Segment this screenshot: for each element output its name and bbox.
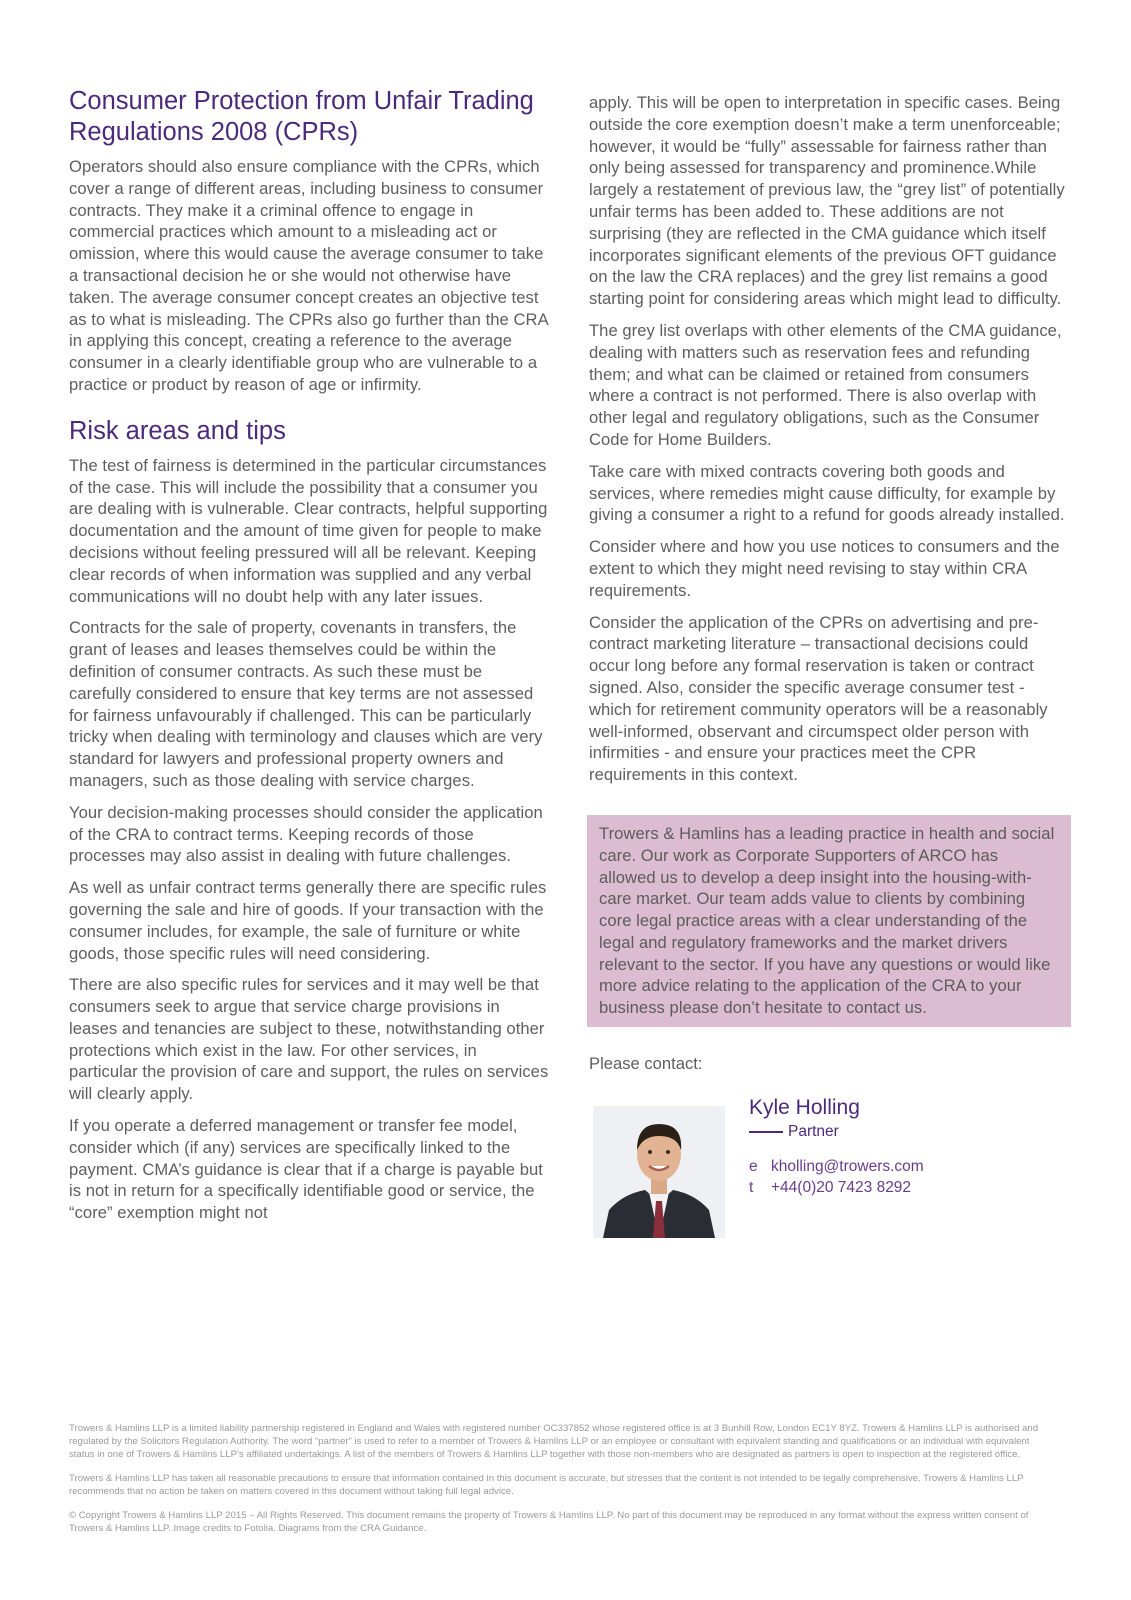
paragraph: Your decision-making processes should consider the application of the CRA to contract terms. Keeping records of those processes may also assist in dealing with future challenges. [69, 802, 543, 866]
right-column [589, 92, 1071, 1242]
paragraph: Consider where and how you use notices to consumers and the extent to which they might need revising to stay within CRA requirements. [589, 537, 1060, 600]
footer-text: Trowers & Hamlins LLP has taken all reasonable precautions to ensure that information contained in this document is accurate, but stresses that the content is not intended to be legally comprehensive. Trowers & Hamlins LLP recommends that no action be taken on matters covered in this document without taking full legal advice. [69, 1473, 1024, 1497]
person-portrait-icon [593, 1106, 725, 1238]
contact-role [749, 1122, 839, 1142]
phone-key: t [749, 1179, 754, 1197]
contact-card [589, 1092, 1071, 1242]
paragraph: If you operate a deferred management or transfer fee model, consider which (if any) services are specifically linked to the payment. CMA’s guidance is clear that if a charge is payable but is not in return for a specifically identifiable good or service, the “core” exemption might not [69, 1116, 543, 1223]
contact-name: Kyle Holling [749, 1096, 860, 1120]
role-dash [749, 1131, 783, 1133]
left-column [69, 86, 549, 1234]
callout-text: Trowers & Hamlins has a leading practice in health and social care. Our work as Corporate Supporters of ARCO has allowed us to develop a deep insight into the housing-with-care market. Our team adds value to clients by combining core legal practice areas with a clear understanding of the legal and regulatory frameworks and the market drivers relevant to the sector. If you have any questions or would like more advice relating to the application of the CRA to your business please don’t hesitate to contact us. [599, 823, 1055, 1018]
email-link[interactable]: kholling@trowers.com [771, 1158, 924, 1176]
footer-text: © Copyright Trowers & Hamlins LLP 2015 – All Rights Reserved. This document remains the property of Trowers & Hamlins LLP. No part of this document may be reproduced in any format without the express written consent of Trowers & Hamlins LLP. Image credits to Fotolia. Diagrams from the CRA Guidance. [69, 1510, 1029, 1534]
contact-role-label: Partner [788, 1123, 839, 1141]
paragraph: apply. This will be open to interpretation in specific cases. Being outside the core exemption doesn’t make a term unenforceable; however, it would be “fully” assessable for fairness rather than only being assessed for transparency and prominence.While largely a restatement of previous law, the “grey list” of potentially unfair terms has been added to. These additions are not surprising (they are reflected in the CMA guidance which itself incorporates significant elements of the previous OFT guidance on the law the CRA replaces) and the grey list remains a good starting point for considering areas which might lead to difficulty. [589, 93, 1065, 309]
heading-cprs: Consumer Protection from Unfair Trading Regulations 2008 (CPRs) [69, 87, 534, 146]
paragraph: Take care with mixed contracts covering both goods and services, where remedies might cause difficulty, for example by giving a consumer a right to a refund for goods already installed. [589, 461, 1065, 525]
footer-disclaimer [69, 1422, 1049, 1546]
paragraph: Contracts for the sale of property, covenants in transfers, the grant of leases and leases themselves could be within the definition of consumer contracts. As such these must be carefully considered to ensure that key terms are not assessed for fairness unfavourably if challenged. This can be particularly tricky when dealing with terminology and clauses which are very standard for lawyers and professional property owners and managers, such as those dealing with service charges. [69, 618, 543, 790]
contact-label: Please contact: [589, 1054, 703, 1074]
callout-box [587, 815, 1071, 1027]
contact-phone-row [749, 1178, 911, 1198]
heading-risk-areas: Risk areas and tips [69, 416, 286, 445]
phone-number[interactable]: +44(0)20 7423 8292 [771, 1179, 912, 1197]
paragraph: Operators should also ensure compliance with the CPRs, which cover a range of different areas, including business to consumer contracts. They make it a criminal offence to engage in commercial practices which amount to a misleading act or omission, where this would cause the average consumer to take a transactional decision he or she would not otherwise have taken. The average consumer concept creates an objective test as to what is misleading. The CPRs also go further than the CRA in applying this concept, creating a reference to the average consumer in a clearly identifiable group who are vulnerable to a practice or product by reason of age or infirmity. [69, 157, 548, 394]
paragraph: The grey list overlaps with other elements of the CMA guidance, dealing with matters such as reservation fees and refunding them; and what can be claimed or retained from consumers where a contract is not performed. There is also overlap with other legal and regulatory obligations, such as the Consumer Code for Home Builders. [589, 320, 1062, 449]
avatar [593, 1106, 725, 1238]
contact-email-row [749, 1157, 924, 1177]
paragraph: There are also specific rules for services and it may well be that consumers seek to argue that service charge provisions in leases and tenancies are subject to these, notwithstanding other protections which exist in the law. For other services, in particular the provision of care and support, the rules on services will clearly apply. [69, 975, 549, 1104]
paragraph: Consider the application of the CPRs on advertising and pre-contract marketing literature – transactional decisions could occur long before any formal reservation is taken or contract signed. Also, consider the specific average consumer test - which for retirement community operators will be a reasonably well-informed, observant and circumspect older person with infirmities - and ensure your practices meet the CPR requirements in this context. [589, 612, 1048, 785]
footer-text: Trowers & Hamlins LLP is a limited liability partnership registered in England and Wales with registered number OC337852 whose registered office is at 3 Bunhill Row, London EC1Y 8YZ. Trowers & Hamlins LLP is authorised and regulated by the Solicitors Regulation Authority. The word “partner” is used to refer to a member of Trowers & Hamlins LLP or an employee or consultant with equivalent standing and qualifications or an individual with equivalent status in one of Trowers & Hamlins LLP’s affiliated undertakings. A list of the members of Trowers & Hamlins LLP together with those non-members who are designated as partners is open to inspection at the registered office. [69, 1423, 1039, 1460]
paragraph: As well as unfair contract terms generally there are specific rules governing the sale and hire of goods. If your transaction with the consumer includes, for example, the sale of furniture or white goods, those specific rules will need considering. [69, 878, 547, 963]
email-key: e [749, 1158, 758, 1176]
paragraph: The test of fairness is determined in the particular circumstances of the case. This will include the possibility that a consumer you are dealing with is vulnerable. Clear contracts, helpful supporting documentation and the amount of time given for people to make decisions without feeling pressured will all be relevant. Keeping clear records of when information was supplied and any verbal communications will no doubt help with any later issues. [69, 455, 548, 606]
